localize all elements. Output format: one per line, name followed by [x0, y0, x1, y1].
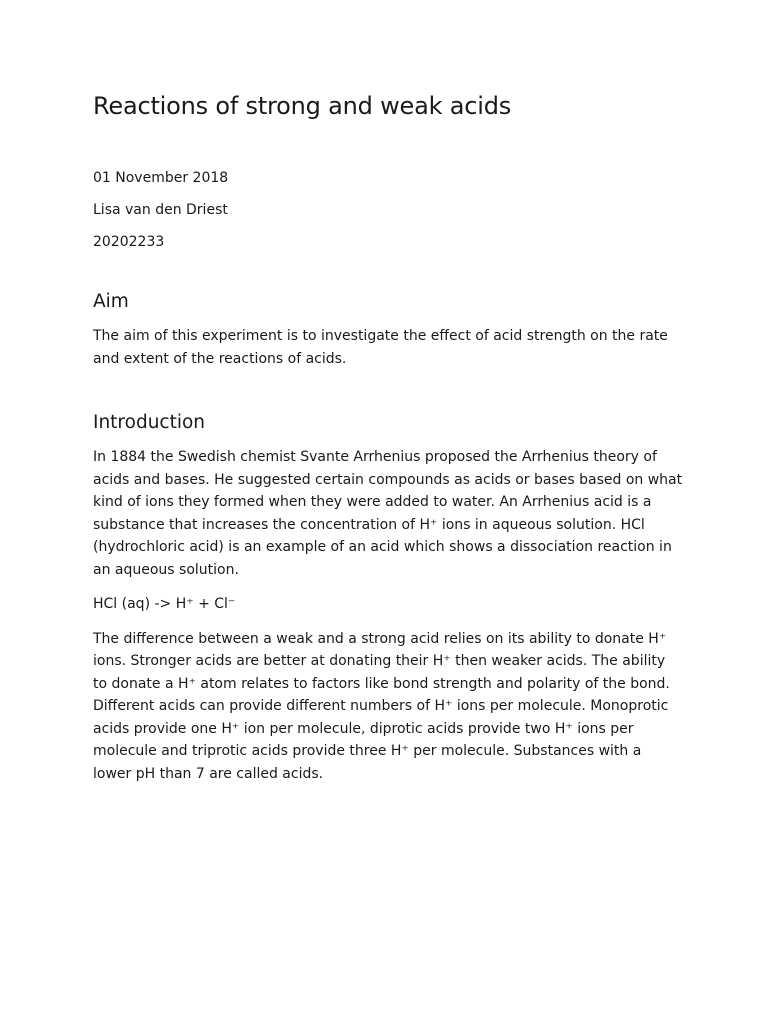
introduction-paragraph-1: In 1884 the Swedish chemist Svante Arrhenius proposed the Arrhenius theory of acids and bases. He suggested certain compounds as acids or bases based on what kind of ions they formed when they were added to water. An Arrhenius acid is a substance that increases the concentration of H⁺ ions in aqueous solution. HCl (hydrochloric acid) is an example of an acid which shows a dissociation reaction in an aqueous solution. [93, 449, 683, 578]
document-author: Lisa van den Driest [93, 202, 228, 218]
document-title: Reactions of strong and weak acids [93, 92, 512, 120]
document-page [93, 88, 683, 785]
aim-heading: Aim [93, 291, 129, 312]
introduction-heading: Introduction [93, 412, 206, 433]
aim-paragraph: The aim of this experiment is to investigate the effect of acid strength on the rate and extent of the reactions of acids. [93, 328, 668, 367]
document-date: 01 November 2018 [93, 170, 229, 186]
introduction-paragraph-2: The difference between a weak and a strong acid relies on its ability to donate H⁺ ions. Stronger acids are better at donating their H⁺ then weaker acids. The ability to donate a H⁺ atom relates to factors like bond strength and polarity of the bond. Different acids can provide different numbers of H⁺ ions per molecule. Monoprotic acids provide one H⁺ ion per molecule, diprotic acids provide two H⁺ ions per molecule and triprotic acids provide three H⁺ per molecule. Substances with a lower pH than 7 are called acids. [93, 630, 670, 782]
student-id: 20202233 [93, 234, 165, 250]
dissociation-equation: HCl (aq) -> H⁺ + Cl⁻ [93, 596, 236, 612]
